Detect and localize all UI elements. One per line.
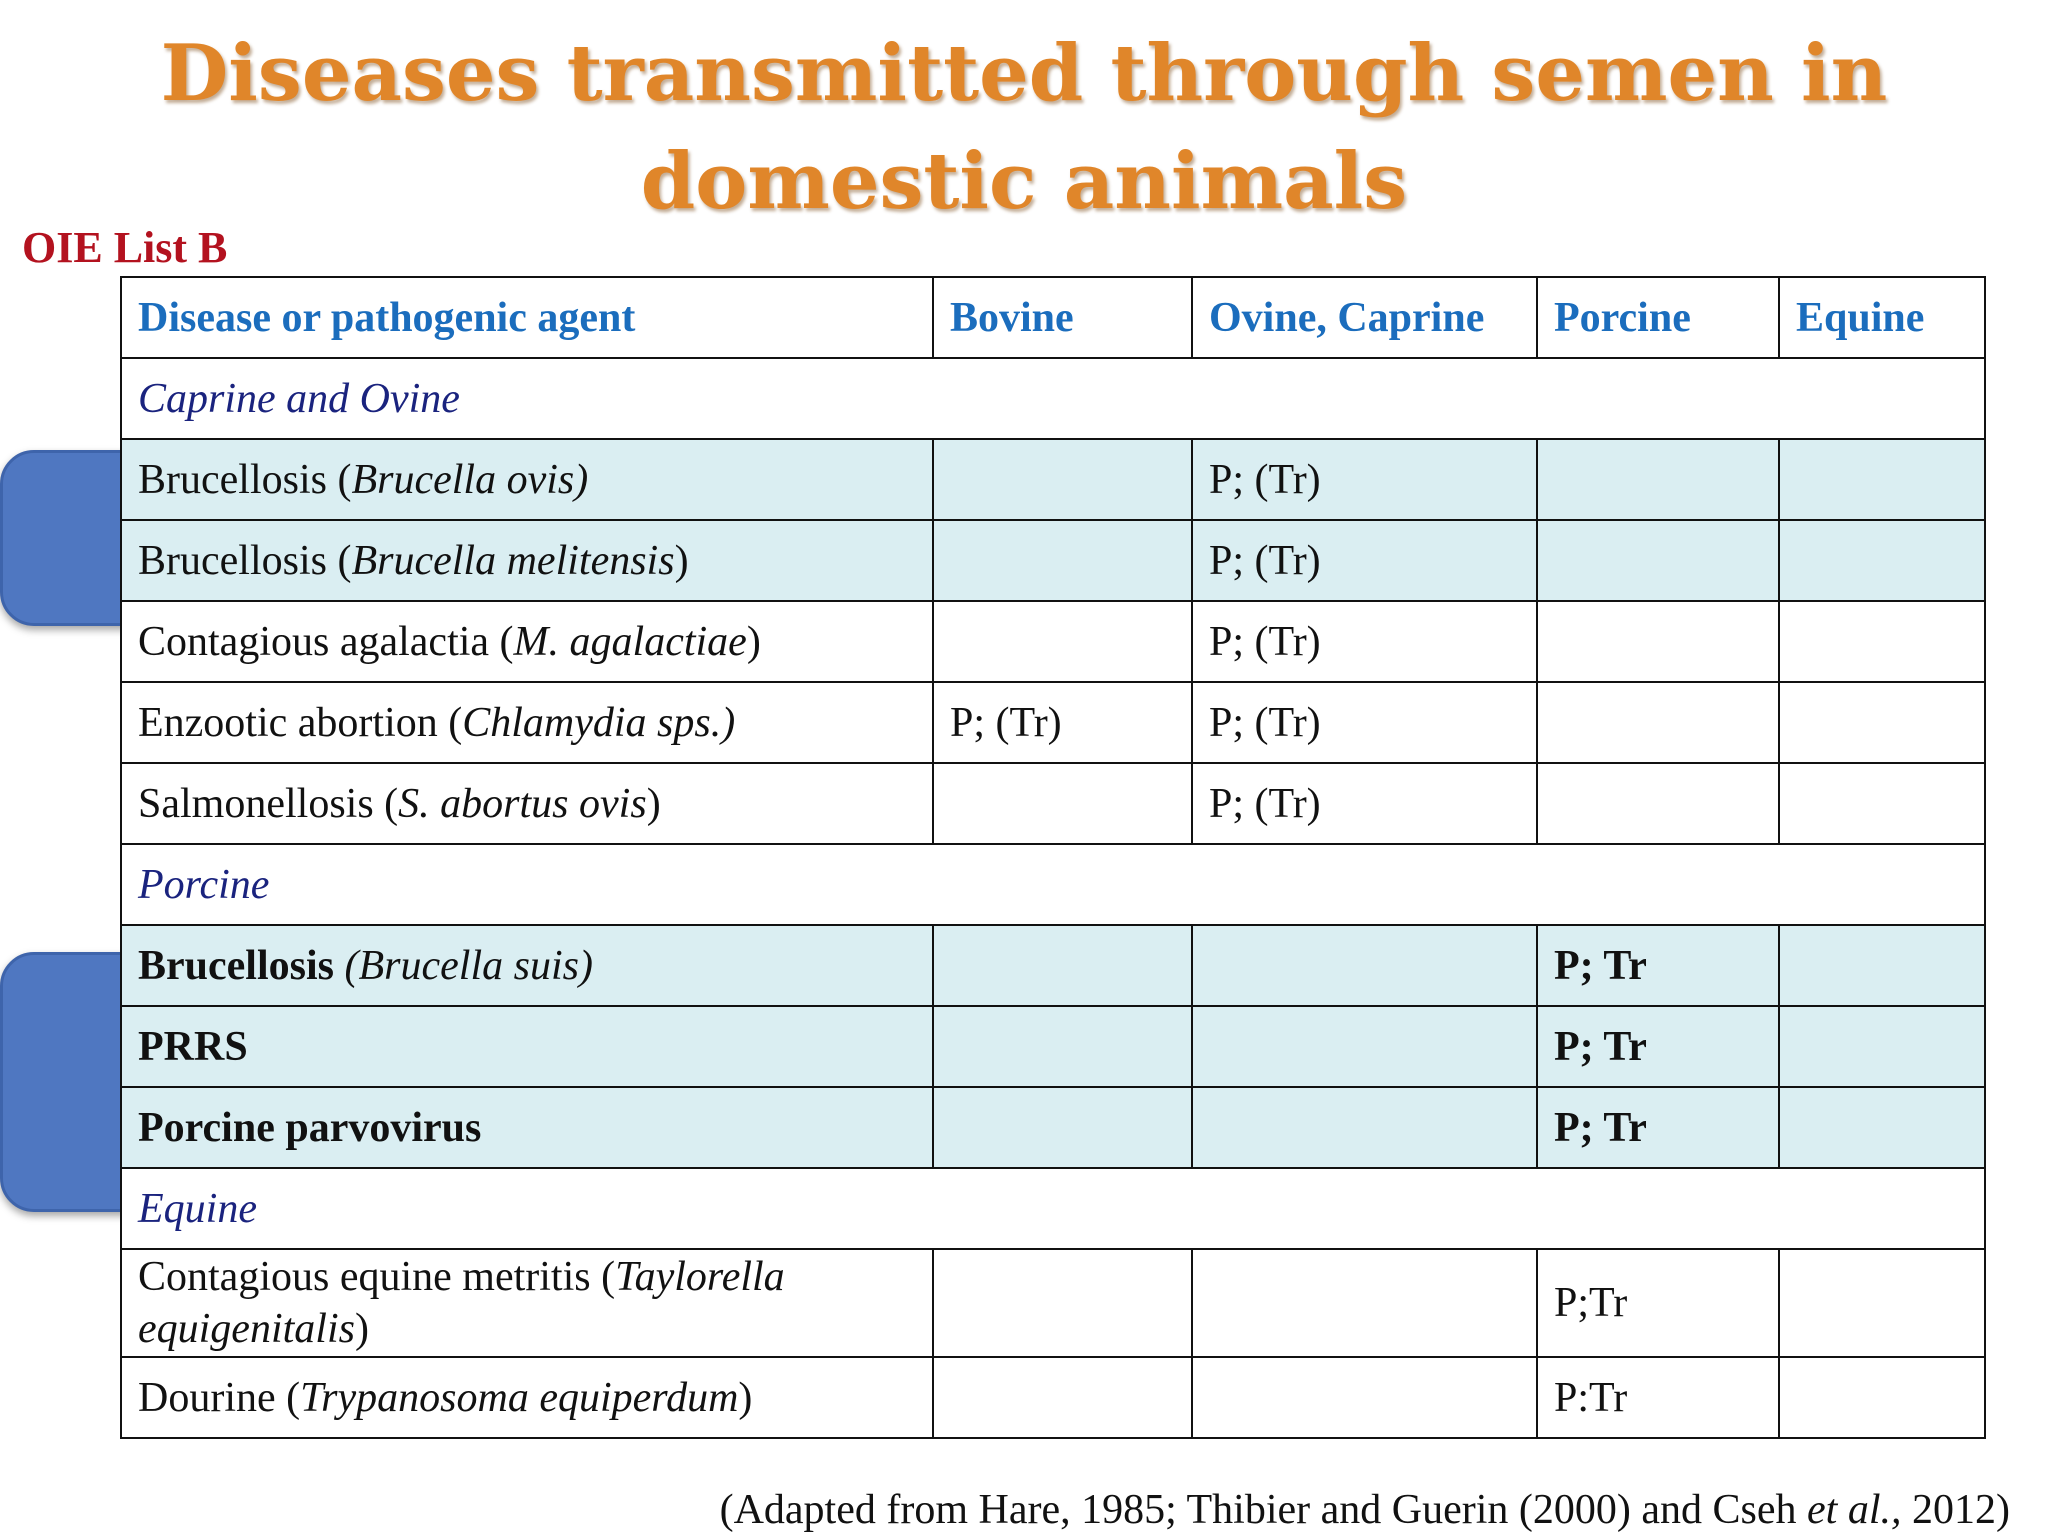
- closing-paren: ): [646, 780, 661, 827]
- pathogen-name: (Brucella suis): [344, 942, 593, 989]
- column-header-equine: Equine: [1779, 277, 1985, 358]
- cell-porcine: P; Tr: [1537, 925, 1779, 1006]
- citation-year: 2012): [1901, 1487, 2010, 1533]
- cell-equine: [1779, 439, 1985, 520]
- column-header-ovine-caprine: Ovine, Caprine: [1192, 277, 1537, 358]
- pathogen-name: M. agalactiae: [513, 618, 747, 665]
- pathogen-name: S. abortus ovis: [398, 780, 647, 827]
- disease-cell: [121, 1249, 933, 1357]
- cell-bovine: [933, 601, 1192, 682]
- cell-ovine-caprine: P; (Tr): [1192, 601, 1537, 682]
- pathogen-name: Brucella melitensis: [351, 537, 675, 584]
- cell-equine: [1779, 520, 1985, 601]
- table-row: [121, 1357, 1985, 1438]
- cell-bovine: [933, 1357, 1192, 1438]
- disease-cell: [121, 1357, 933, 1438]
- cell-ovine-caprine: [1192, 1006, 1537, 1087]
- cell-bovine: [933, 925, 1192, 1006]
- disease-cell: [121, 1087, 933, 1168]
- cell-porcine: P;Tr: [1537, 1249, 1779, 1357]
- column-header-bovine: Bovine: [933, 277, 1192, 358]
- closing-paren: ): [746, 618, 761, 665]
- cell-bovine: [933, 1006, 1192, 1087]
- cell-equine: [1779, 601, 1985, 682]
- pathogen-name: Chlamydia sps.): [462, 699, 736, 746]
- cell-ovine-caprine: [1192, 1249, 1537, 1357]
- disease-cell: [121, 601, 933, 682]
- cell-porcine: [1537, 601, 1779, 682]
- cell-porcine: [1537, 520, 1779, 601]
- section-title: Porcine: [121, 844, 1985, 925]
- table-row: [121, 1087, 1985, 1168]
- disease-cell: [121, 1006, 933, 1087]
- closing-paren: ): [674, 537, 689, 584]
- disease-name: PRRS: [138, 1023, 248, 1070]
- table-header-row: [121, 277, 1985, 358]
- cell-equine: [1779, 1357, 1985, 1438]
- disease-table: [120, 276, 1986, 1439]
- cell-porcine: [1537, 763, 1779, 844]
- section-row: [121, 358, 1985, 439]
- cell-porcine: [1537, 439, 1779, 520]
- cell-equine: [1779, 925, 1985, 1006]
- table-row: [121, 925, 1985, 1006]
- disease-cell: [121, 682, 933, 763]
- cell-bovine: [933, 763, 1192, 844]
- citation-text: (Adapted from Hare, 1985; Thibier and Guerin (2000) and Cseh: [719, 1487, 1808, 1533]
- table-row: [121, 601, 1985, 682]
- cell-equine: [1779, 763, 1985, 844]
- closing-paren: ): [354, 1306, 369, 1352]
- disease-name: Contagious agalactia (: [138, 618, 514, 665]
- disease-cell: [121, 520, 933, 601]
- disease-name: Contagious equine metritis (: [138, 1254, 616, 1300]
- source-citation: [720, 1486, 2010, 1534]
- pathogen-name: Trypanosoma equiperdum: [300, 1374, 739, 1421]
- column-header-porcine: Porcine: [1537, 277, 1779, 358]
- table-row: [121, 439, 1985, 520]
- section-row: [121, 1168, 1985, 1249]
- table-row: [121, 682, 1985, 763]
- citation-et-al: et al.,: [1807, 1487, 1902, 1533]
- table-row: [121, 1249, 1985, 1357]
- cell-ovine-caprine: P; (Tr): [1192, 682, 1537, 763]
- slide-title: Diseases transmitted through semen in domestic animals: [160, 28, 1888, 227]
- closing-paren: ): [738, 1374, 753, 1421]
- disease-name: Salmonellosis (: [138, 780, 399, 827]
- disease-name: Brucellosis: [138, 942, 345, 989]
- disease-name: Brucellosis (: [138, 456, 352, 503]
- cell-equine: [1779, 1249, 1985, 1357]
- disease-name: Brucellosis (: [138, 537, 352, 584]
- cell-porcine: P; Tr: [1537, 1087, 1779, 1168]
- cell-porcine: P; Tr: [1537, 1006, 1779, 1087]
- cell-porcine: [1537, 682, 1779, 763]
- cell-equine: [1779, 682, 1985, 763]
- cell-ovine-caprine: P; (Tr): [1192, 763, 1537, 844]
- cell-bovine: [933, 1087, 1192, 1168]
- table-row: [121, 520, 1985, 601]
- disease-cell: [121, 925, 933, 1006]
- column-header-disease: Disease or pathogenic agent: [121, 277, 933, 358]
- cell-equine: [1779, 1087, 1985, 1168]
- cell-bovine: [933, 520, 1192, 601]
- cell-equine: [1779, 1006, 1985, 1087]
- disease-cell: [121, 763, 933, 844]
- table-row: [121, 763, 1985, 844]
- disease-name: Porcine parvovirus: [138, 1104, 482, 1151]
- cell-bovine: P; (Tr): [933, 682, 1192, 763]
- table-row: [121, 1006, 1985, 1087]
- cell-porcine: P:Tr: [1537, 1357, 1779, 1438]
- cell-bovine: [933, 439, 1192, 520]
- cell-ovine-caprine: [1192, 925, 1537, 1006]
- cell-bovine: [933, 1249, 1192, 1357]
- disease-name: Dourine (: [138, 1374, 301, 1421]
- section-title: Caprine and Ovine: [121, 358, 1985, 439]
- cell-ovine-caprine: P; (Tr): [1192, 520, 1537, 601]
- pathogen-name: Brucella ovis): [351, 456, 589, 503]
- disease-name: Enzootic abortion (: [138, 699, 463, 746]
- disease-cell: [121, 439, 933, 520]
- section-title: Equine: [121, 1168, 1985, 1249]
- pathogen-name: Taylorella equigenitalis: [138, 1254, 785, 1352]
- cell-ovine-caprine: P; (Tr): [1192, 439, 1537, 520]
- section-row: [121, 844, 1985, 925]
- cell-ovine-caprine: [1192, 1087, 1537, 1168]
- cell-ovine-caprine: [1192, 1357, 1537, 1438]
- oie-list-label: OIE List B: [22, 223, 228, 272]
